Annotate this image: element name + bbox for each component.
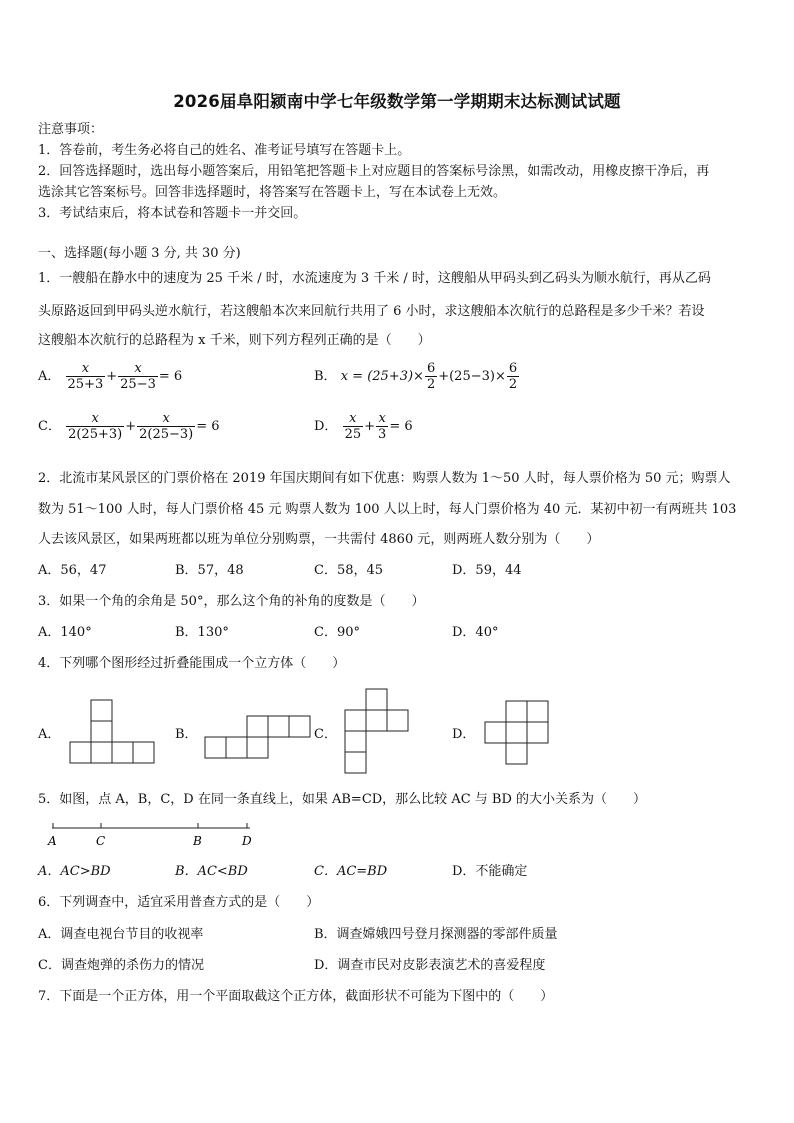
q7-text: 7．下面是一个正方体，用一个平面取截这个正方体，截面形状不可能为下图中的（ ） — [38, 989, 554, 1004]
page-title: 2026届阜阳颍南中学七年级数学第一学期期末达标测试试题 — [173, 92, 621, 111]
q3-option-c[interactable]: C．90° — [314, 625, 360, 640]
point-label: C — [96, 834, 106, 848]
cube-net-c[interactable] — [345, 689, 408, 773]
q1-text-line: 头原路返回到甲码头逆水航行，若这艘船本次来回航行共用了 6 小时，求这艘船本次航行的总路程是多少千米？若设 — [38, 304, 705, 319]
q1-option-a[interactable]: A． $\frac{x}{25+3}$ + $\frac{x}{25-3}$ = 6 — [38, 361, 183, 392]
q4-option-d-label[interactable]: D． — [452, 727, 476, 742]
q2-option-b[interactable]: B．57，48 — [175, 563, 244, 578]
q5-option-c[interactable]: C．AC=BD — [314, 864, 388, 879]
q4-cube-nets — [0, 686, 794, 786]
q5-option-b[interactable]: B．AC<BD — [175, 864, 248, 879]
cube-net-b[interactable] — [205, 716, 310, 758]
q5-option-a[interactable]: A．AC>BD — [38, 864, 111, 879]
q2-option-a[interactable]: A．56，47 — [38, 563, 107, 578]
q5-text: 5．如图，点 A，B，C，D 在同一条直线上，如果 AB=CD，那么比较 AC 与 BD 的大小关系为（ ） — [38, 792, 647, 807]
q6-option-a[interactable]: A．调查电视台节目的收视率 — [38, 927, 204, 942]
notes-item: 选涂其它答案标号。回答非选择题时，将答案写在答题卡上，写在本试卷上无效。 — [38, 185, 507, 200]
q6-option-d[interactable]: D．调查市民对皮影表演艺术的喜爱程度 — [314, 958, 546, 973]
q3-option-b[interactable]: B．130° — [175, 625, 229, 640]
q2-text-line: 人去该风景区，如果两班都以班为单位分别购票，一共需付 4860 元，则两班人数分别为（ ） — [38, 532, 600, 547]
section-heading: 一、选择题(每小题 3 分, 共 30 分) — [38, 246, 241, 261]
cube-net-a[interactable] — [70, 700, 154, 763]
q4-text: 4．下列哪个图形经过折叠能围成一个立方体（ ） — [38, 656, 346, 671]
q1-option-c[interactable]: C． $\frac{x}{2(25+3)}$ + $\frac{x}{2(25-3)}$ = 6 — [38, 411, 220, 442]
q6-option-c[interactable]: C．调查炮弹的杀伤力的情况 — [38, 958, 204, 973]
notes-item: 1．答卷前，考生务必将自己的姓名、准考证号填写在答题卡上。 — [38, 143, 411, 158]
point-label: A — [48, 834, 57, 848]
q1-option-b[interactable]: B． x = (25+3)× $\frac{6}{2}$ +(25−3)× $\frac{6}{2}$ — [314, 361, 518, 392]
notes-item: 3．考试结束后，将本试卷和答题卡一并交回。 — [38, 206, 307, 221]
cube-net-d[interactable] — [485, 701, 548, 764]
notes-heading: 注意事项： — [38, 122, 104, 137]
q4-option-b-label[interactable]: B． — [175, 727, 198, 742]
point-label: D — [242, 834, 252, 848]
option-label: D． — [314, 419, 338, 434]
q1-text-line: 这艘船本次航行的总路程为 x 千米，则下列方程列正确的是（ ） — [38, 333, 431, 348]
q4-option-a-label[interactable]: A． — [38, 727, 61, 742]
option-label: C． — [38, 419, 61, 434]
notes-item: 2．回答选择题时，选出每小题答案后，用铅笔把答题卡上对应题目的答案标号涂黑，如需改动，用橡皮擦干净后，再 — [38, 164, 710, 179]
q3-option-a[interactable]: A．140° — [38, 625, 92, 640]
q6-option-b[interactable]: B．调查嫦娥四号登月探测器的零部件质量 — [314, 927, 558, 942]
q2-option-d[interactable]: D．59，44 — [452, 563, 522, 578]
q4-option-c-label[interactable]: C． — [314, 727, 337, 742]
option-label: A． — [38, 369, 61, 384]
option-label: B． — [314, 369, 337, 384]
q2-text-line: 2．北流市某风景区的门票价格在 2019 年国庆期间有如下优惠：购票人数为 1～50 人时，每人票价格为 50 元；购票人 — [38, 471, 731, 486]
q5-line-diagram — [40, 818, 300, 858]
point-label: B — [193, 834, 202, 848]
q2-text-line: 数为 51～100 人时，每人门票价格 45 元 购票人数为 100 人以上时，每人门票价格为 40 元．某初中初一有两班共 103 — [38, 502, 737, 517]
q2-option-c[interactable]: C．58，45 — [314, 563, 384, 578]
q1-option-d[interactable]: D． $\frac{x}{25}$ + $\frac{x}{3}$ = 6 — [314, 411, 413, 442]
q6-text: 6．下列调查中，适宜采用普查方式的是（ ） — [38, 895, 320, 910]
q3-option-d[interactable]: D．40° — [452, 625, 499, 640]
q1-text-line: 1．一艘船在静水中的速度为 25 千米 / 时，水流速度为 3 千米 / 时，这艘船从甲码头到乙码头为顺水航行，再从乙码 — [38, 271, 711, 286]
q3-text: 3．如果一个角的余角是 50°，那么这个角的补角的度数是（ ） — [38, 594, 425, 609]
q5-option-d[interactable]: D．不能确定 — [452, 864, 528, 879]
